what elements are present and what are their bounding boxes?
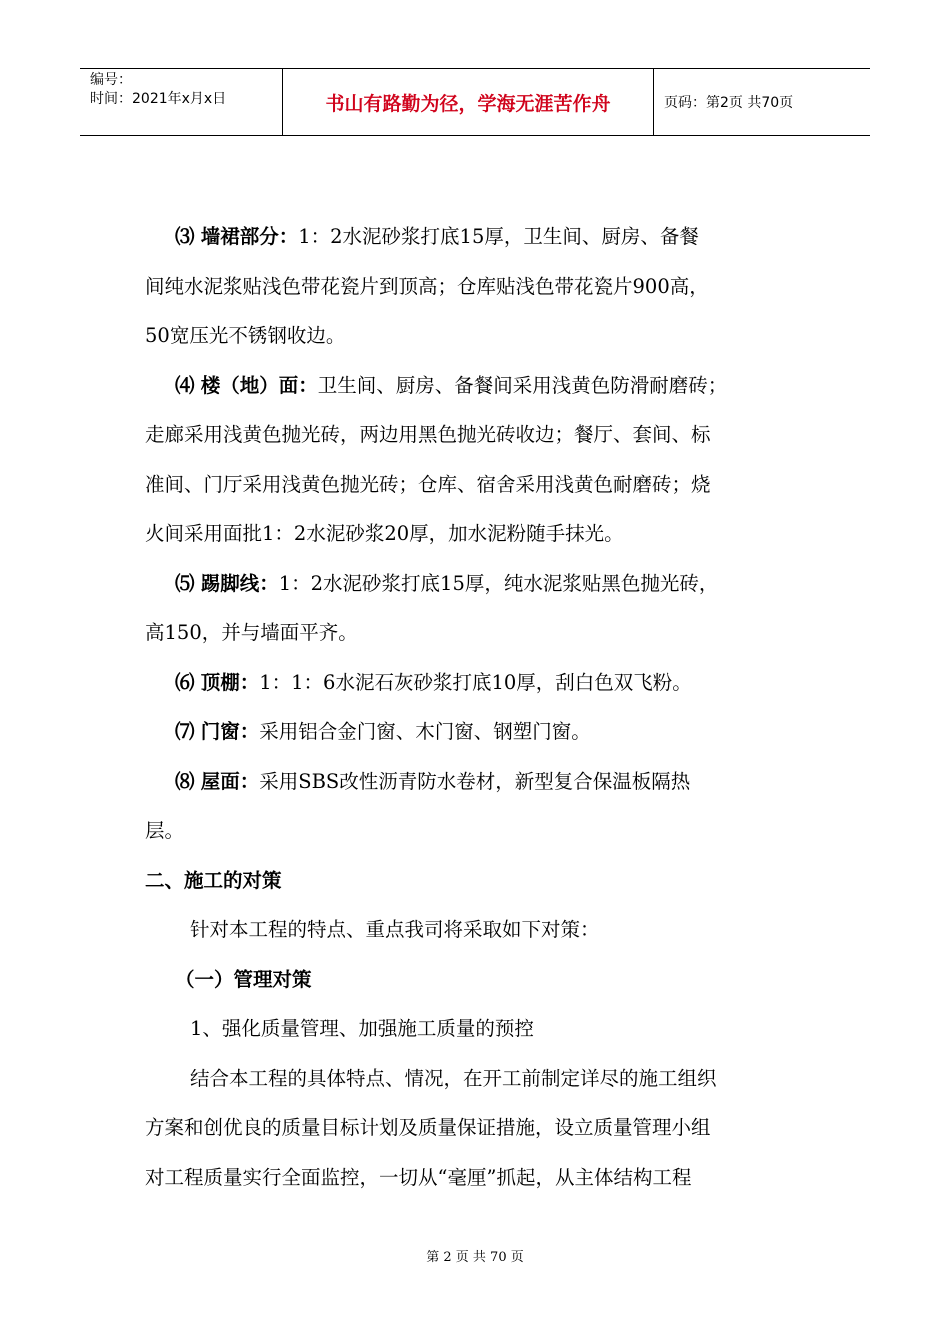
text-line: 火间采用面批1：2水泥砂浆20厚，加水泥粉随手抹光。 (145, 522, 624, 545)
text-line: 对工程质量实行全面监控，一切从“毫厘”抓起，从主体结构工程 (145, 1165, 692, 1189)
header-left-cell (80, 69, 283, 135)
text-line: 层。 (145, 819, 185, 842)
paragraph-floor (145, 361, 825, 559)
item-title: 墙裙部分： (200, 225, 299, 248)
text-line: 走廊采用浅黄色抛光砖，两边用黑色抛光砖收边；餐厅、套间、标 (145, 423, 711, 446)
item-number: ⑻ (175, 769, 195, 793)
text-line: 结合本工程的具体特点、情况，在开工前制定详尽的施工组织 (190, 1066, 717, 1090)
paragraph-quality-control (145, 1054, 825, 1203)
item-title: 踢脚线： (200, 571, 279, 595)
text-line: 卫生间、厨房、备餐间采用浅黄色防滑耐磨砖； (317, 373, 728, 397)
header-page-info: 页码：第2页 共70页 (664, 95, 794, 111)
text-line: 50宽压光不锈钢收边。 (145, 324, 346, 347)
paragraph-ceiling (145, 658, 825, 708)
document-body (145, 212, 825, 1202)
page-footer: 第 2 页 共 70 页 (426, 1250, 524, 1265)
text-line: 高150，并与墙面平齐。 (145, 621, 358, 644)
text-line: 采用SBS改性沥青防水卷材，新型复合保温板隔热 (259, 769, 691, 793)
text-line: 间纯水泥浆贴浅色带花瓷片到顶高；仓库贴浅色带花瓷片900高， (145, 274, 709, 298)
item-number: ⑺ (175, 720, 195, 743)
subsection-heading: （一）管理对策 (175, 967, 312, 991)
header-table (80, 68, 870, 136)
item-title: 屋面： (200, 769, 260, 793)
text-line: 采用铝合金门窗、木门窗、钢塑门窗。 (259, 720, 591, 743)
document-date: 时间：2021年x月x日 (90, 91, 227, 107)
paragraph-skirting-line (145, 559, 825, 658)
item-number: ⑹ (175, 670, 195, 694)
text-line: 1：2水泥砂浆打底15厚，纯水泥浆贴黑色抛光砖， (278, 571, 719, 595)
paragraph-doors-windows (145, 707, 825, 757)
header-motto: 书山有路勤为径，学海无涯苦作舟 (283, 69, 654, 135)
paragraph-roof (145, 757, 825, 856)
item-number: ⑷ (175, 373, 195, 397)
section-heading: 二、施工的对策 (145, 868, 282, 892)
item-title: 顶棚： (200, 670, 260, 694)
text-line: 1：2水泥砂浆打底15厚，卫生间、厨房、备餐 (298, 225, 699, 248)
item-number: ⑶ (175, 225, 195, 248)
item-title: 楼（地）面： (200, 373, 318, 397)
item-title: 门窗： (200, 720, 260, 743)
text-line: 准间、门厅采用浅黄色抛光砖；仓库、宿舍采用浅黄色耐磨砖；烧 (145, 472, 711, 496)
text-line: 1：1：6水泥石灰砂浆打底10厚，刮白色双飞粉。 (259, 670, 692, 694)
text-line: 方案和创优良的质量目标计划及质量保证措施，设立质量管理小组 (145, 1116, 711, 1139)
point-heading: 1、强化质量管理、加强施工质量的预控 (190, 1017, 534, 1040)
item-number: ⑸ (175, 571, 195, 595)
document-number-label: 编号： (90, 72, 132, 88)
paragraph-wall-skirting (145, 212, 825, 361)
section-intro: 针对本工程的特点、重点我司将采取如下对策： (190, 918, 600, 941)
